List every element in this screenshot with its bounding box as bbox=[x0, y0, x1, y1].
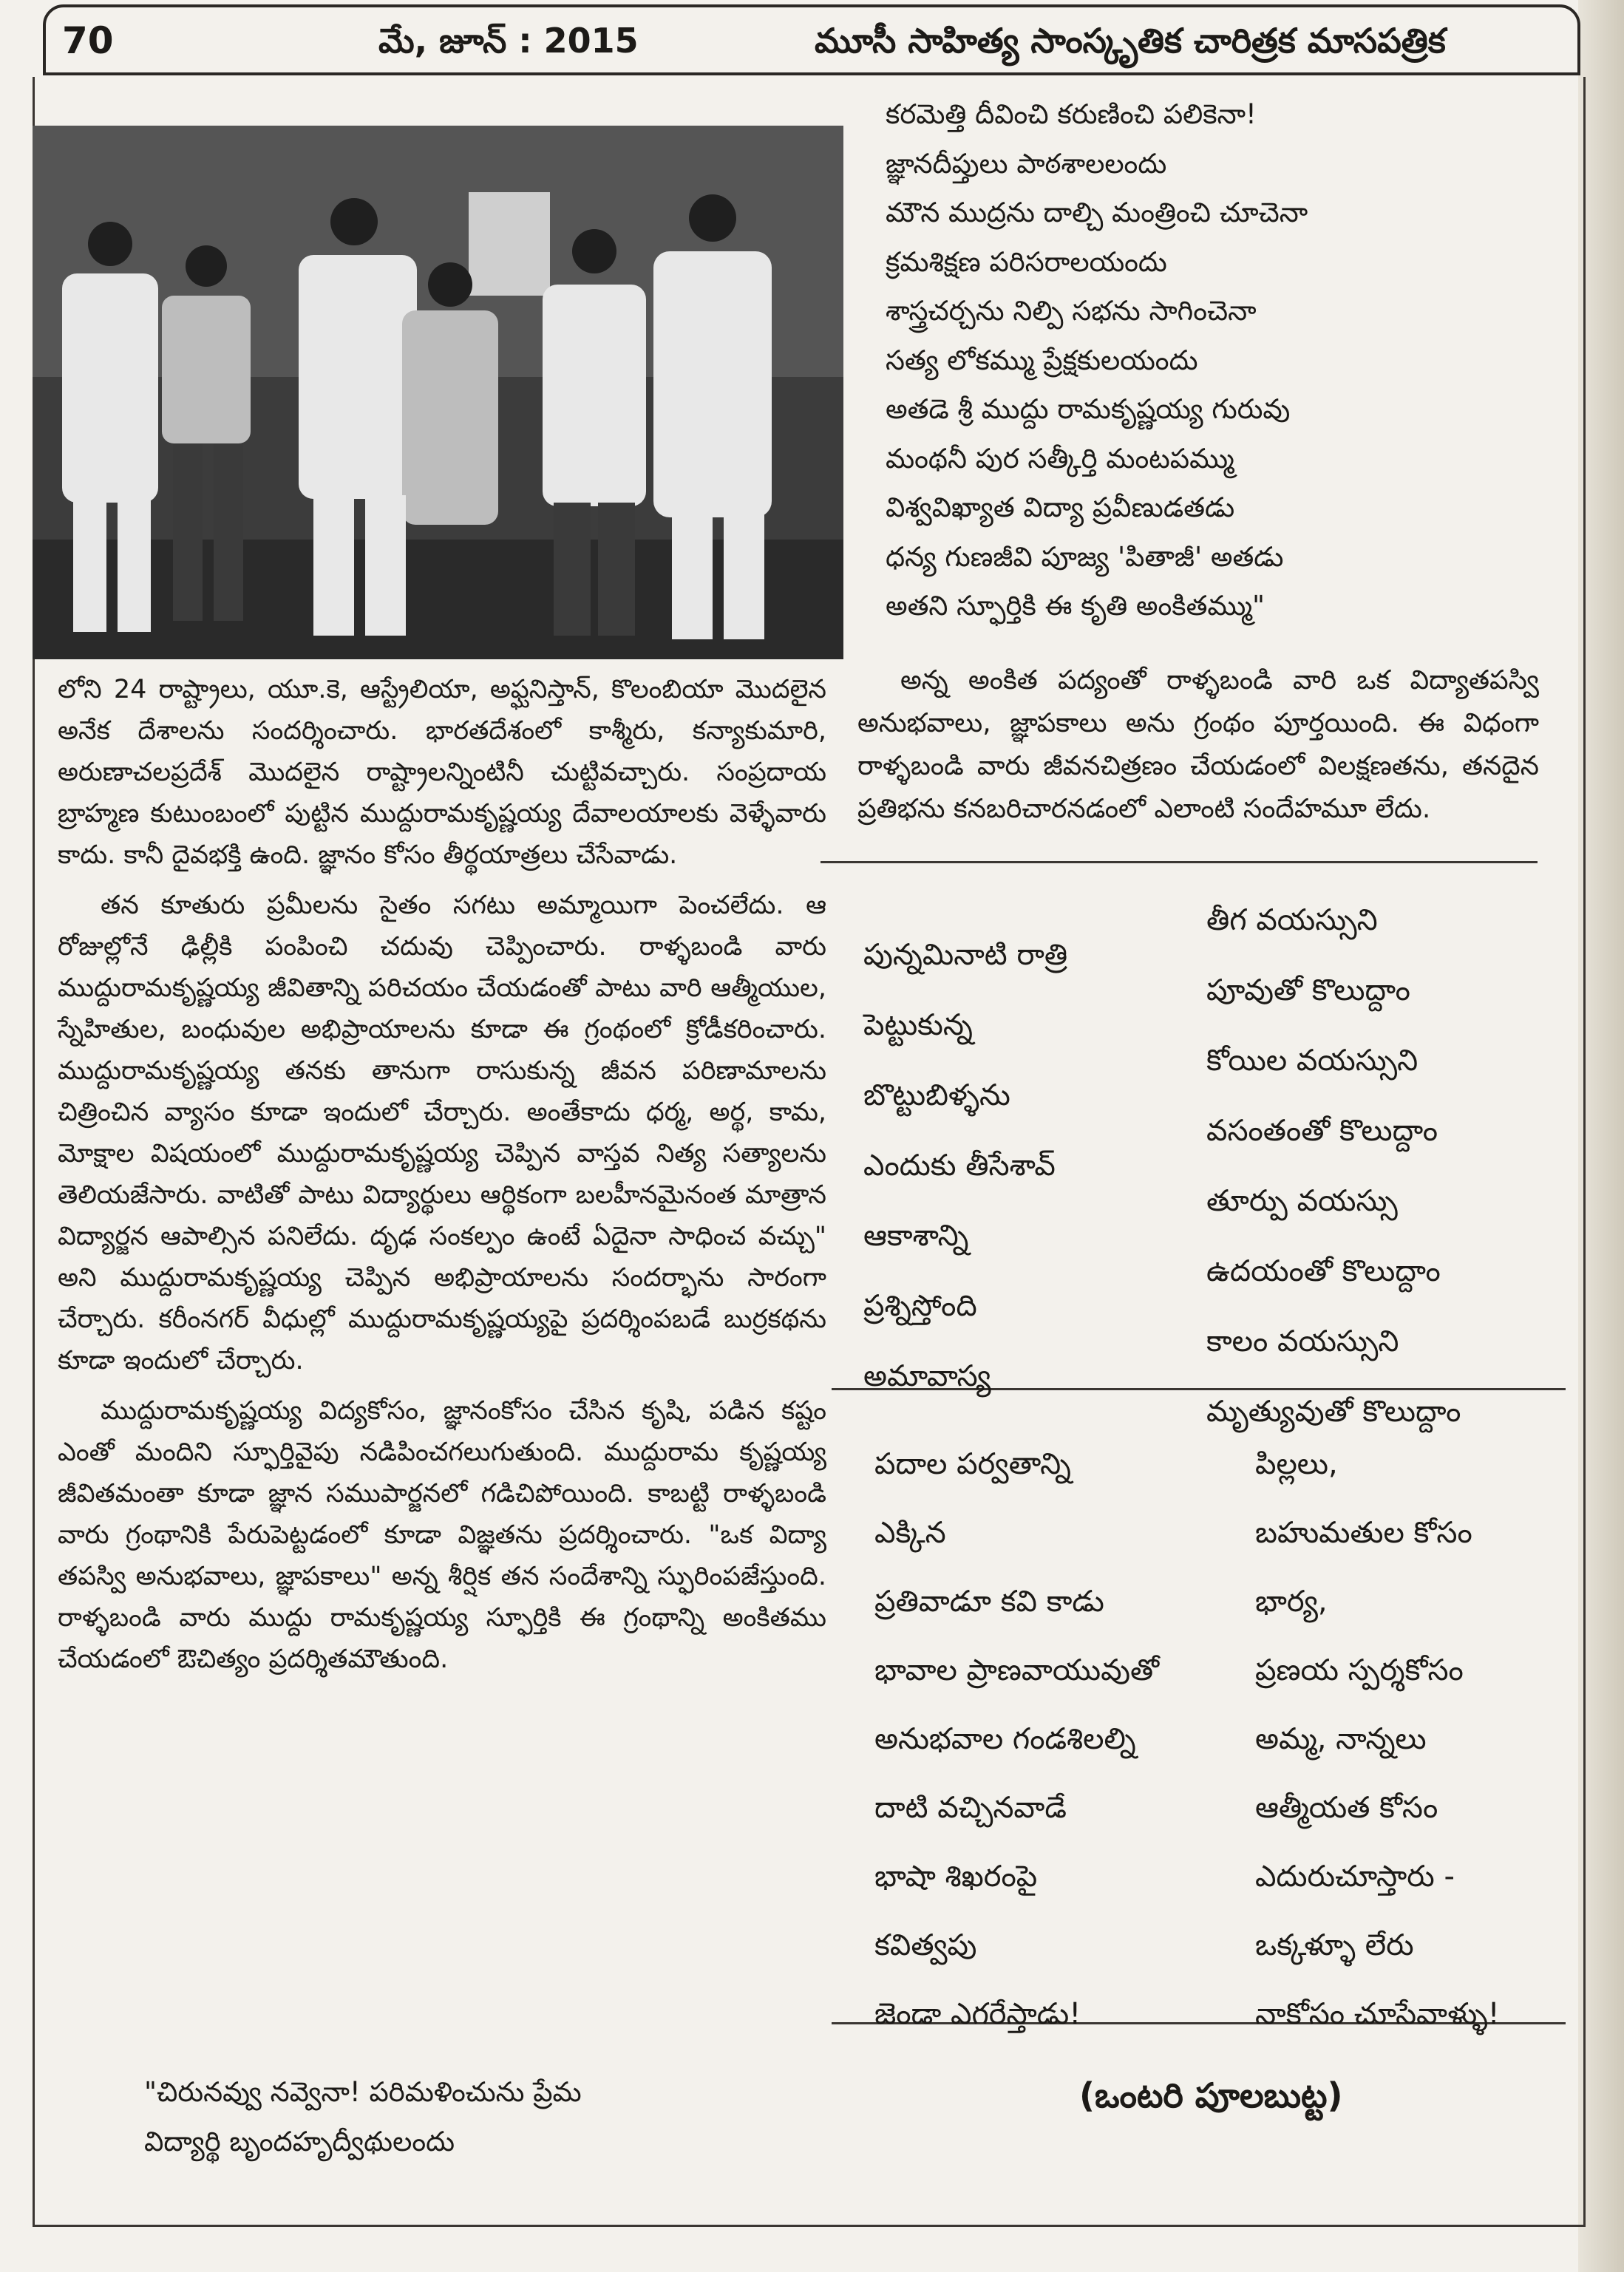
article-paragraph: తన కూతురు ప్రమీలను సైతం సగటు అమ్మాయిగా పెంచలేదు. ఆ రోజుల్లోనే ఢిల్లీకి పంపించి చదువు చెప్పించారు. రాళ్ళబండి వారు ముద్దురామకృష్ణయ్య జీవితాన్ని పరిచయం చేయడంతో పాటు వారి ఆత్మీయుల, స్నేహితుల, బంధువుల అభిప్రాయాలను కూడా ఈ గ్రంథంలో క్రోడీకరించారు. ముద్దురామకృష్ణయ్య తనకు తానుగా రాసుకున్న జీవన పరిణామాలను చిత్రించిన వ్యాసం కూడా ఇందులో చేర్చారు. అంతేకాదు ధర్మ, అర్థ, కామ, మోక్షాల విషయంలో ముద్దురామకృష్ణయ్య చెప్పిన వాస్తవ నిత్య సత్యాలను తెలియజేసారు. వాటితో పాటు విద్యార్థులు ఆర్థికంగా బలహీనమైనంత మాత్రాన విద్యార్జన ఆపాల్సిన పనిలేదు. దృఢ సంకల్పం ఉంటే ఏదైనా సాధించ వచ్చు" అని ముద్దురామకృష్ణయ్య చెప్పిన అభిప్రాయాలను సందర్భాను సారంగా చేర్చారు. కరీంనగర్ వీధుల్లో ముద్దురామకృష్ణయ్యపై ప్రదర్శింపబడే బుర్రకథను కూడా ఇందులో చేర్చారు. bbox=[58, 891, 826, 1375]
poem-line: ఒక్కళ్ళూ లేరు bbox=[1255, 1928, 1414, 1962]
event-photograph bbox=[33, 126, 843, 659]
poem-line: ఆత్మీయత కోసం bbox=[1255, 1791, 1438, 1825]
magazine-title: మూసీ సాహిత్య సాంస్కృతిక చారిత్రక మాసపత్రిక bbox=[815, 21, 1446, 61]
poem-line: అమావాస్య bbox=[863, 1359, 991, 1393]
poem-line: ఉదయంతో కొలుద్దాం bbox=[1206, 1254, 1441, 1288]
poem-one-right bbox=[1206, 885, 1461, 1447]
page-header bbox=[43, 4, 1580, 75]
poem-divider-top bbox=[821, 861, 1538, 863]
left-verse bbox=[144, 2068, 809, 2166]
dedication-verse-line: అతడె శ్రీ ముద్దు రామకృష్ణయ్య గురువు bbox=[886, 393, 1291, 425]
poem-line: అమ్మ, నాన్నలు bbox=[1255, 1722, 1427, 1756]
poem-line: తీగ వయస్సుని bbox=[1206, 903, 1378, 937]
issue-date: మే, జూన్ : 2015 bbox=[378, 21, 639, 61]
dedication-verse-line: విశ్వవిఖ్యాత విద్యా ప్రవీణుడతడు bbox=[886, 492, 1235, 523]
dedication-verse-line: అతని స్ఫూర్తికి ఈ కృతి అంకితమ్ము" bbox=[886, 590, 1265, 622]
poem-line: పదాల పర్వతాన్ని bbox=[874, 1447, 1071, 1481]
dedication-verse-line: మంథనీ పుర సత్కీర్తి మంటపమ్ము bbox=[886, 442, 1234, 475]
dedication-verse bbox=[886, 90, 1551, 631]
poem-line: అనుభవాల గండశిలల్ని bbox=[874, 1722, 1136, 1756]
article-paragraph: ముద్దురామకృష్ణయ్య విద్యకోసం, జ్ఞానంకోసం చేసిన కృషి, పడిన కష్టం ఎంతో మందిని స్ఫూర్తివైపు నడిపించగలుగుతుంది. ముద్దురామ కృష్ణయ్య జీవితమంతా కూడా జ్ఞాన సముపార్జనలో గడిచిపోయింది. కాబట్టి రాళ్ళబండి వారు గ్రంథానికి పేరుపెట్టడంలో కూడా విజ్ఞతను ప్రదర్శించారు. "ఒక విద్యా తపస్వి అనుభవాలు, జ్ఞాపకాలు" అన్న శీర్షిక తన సందేశాన్ని స్ఫురింపజేస్తుంది. రాళ్ళబండి వారు ముద్దు రామకృష్ణయ్య స్ఫూర్తికి ఈ గ్రంథాన్ని అంకితము చేయడంలో ఔచిత్యం ప్రదర్శితమౌతుంది. bbox=[58, 1396, 826, 1674]
poem-line: పిల్లలు, bbox=[1255, 1447, 1338, 1481]
poem-line: ప్రణయ స్పర్శకోసం bbox=[1255, 1653, 1464, 1687]
poem-line: పెట్టుకున్న bbox=[863, 1008, 973, 1042]
poem-line: వసంతంతో కొలుద్దాం bbox=[1206, 1114, 1438, 1148]
frame-rule-right bbox=[1583, 77, 1586, 2226]
poem-line: ఎక్కిన bbox=[874, 1516, 946, 1550]
poem-signature: (ఒంటరి పూలబుట్ట) bbox=[1079, 2075, 1343, 2115]
right-prose bbox=[857, 659, 1539, 831]
poem-line: ఆకాశాన్ని bbox=[863, 1219, 969, 1253]
dedication-verse-line: క్రమశిక్షణ పరిసరాలయందు bbox=[886, 245, 1167, 278]
poem-two-right bbox=[1255, 1430, 1500, 2049]
poem-line: పూవుతో కొలుద్దాం bbox=[1206, 973, 1410, 1007]
poem-line: కోయిల వయస్సుని bbox=[1206, 1044, 1419, 1078]
poem-line: తూర్పు వయస్సు bbox=[1206, 1184, 1398, 1218]
dedication-verse-line: సత్య లోకమ్ము ప్రేక్షకులయందు bbox=[886, 344, 1198, 376]
dedication-verse-line: మౌన ముద్రను దాల్చి మంత్రించి చూచెనా bbox=[886, 197, 1308, 228]
poem-line: బహుమతుల కోసం bbox=[1255, 1516, 1472, 1550]
poem-line: ఎందుకు తీసేశావ్ bbox=[863, 1149, 1056, 1183]
poem-one-left bbox=[863, 920, 1067, 1412]
poem-two-left bbox=[874, 1430, 1159, 2049]
right-prose-paragraph: అన్న అంకిత పద్యంతో రాళ్ళబండి వారి ఒక విద్యాతపస్వి అనుభవాలు, జ్ఞాపకాలు అను గ్రంథం పూర్తయింది. ఈ విధంగా రాళ్ళబండి వారు జీవనచిత్రణం చేయడంలో విలక్షణతను, తనదైన ప్రతిభను కనబరిచారనడంలో ఎలాంటి సందేహమూ లేదు. bbox=[857, 665, 1539, 824]
dedication-verse-line: జ్ఞానదీప్తులు పాఠశాలలందు bbox=[886, 147, 1167, 180]
dedication-verse-line: కరమెత్తి దీవించి కరుణించి పలికెనా! bbox=[886, 98, 1257, 130]
dedication-verse-line: శాస్త్రచర్చను నిల్పి సభను సాగించెనా bbox=[886, 295, 1257, 327]
left-verse-line: విద్యార్థి బృందహృద్వీథులందు bbox=[144, 2125, 455, 2157]
poem-line: భావాల ప్రాణవాయువుతో bbox=[874, 1653, 1160, 1687]
poem-line: నాకోసం చూసేవాళ్ళు! bbox=[1255, 1997, 1500, 2031]
poem-line: పున్నమినాటి రాత్రి bbox=[863, 938, 1068, 972]
poem-line: భాషా శిఖరంపై bbox=[874, 1860, 1038, 1894]
poem-line: ప్రశ్నిస్తోంది bbox=[863, 1289, 977, 1323]
article-paragraph: లోని 24 రాష్ట్రాలు, యూ.కె, ఆస్ట్రేలియా, అఫ్ఘనిస్తాన్, కొలంబియా మొదలైన అనేక దేశాలను సందర్శించారు. భారతదేశంలో కాశ్మీరు, కన్యాకుమారి, అరుణాచలప్రదేశ్ మొదలైన రాష్ట్రాలన్నింటినీ చుట్టివచ్చారు. సంప్రదాయ బ్రాహ్మణ కుటుంబంలో పుట్టిన ముద్దురామకృష్ణయ్య దేవాలయాలకు వెళ్ళేవారు కాదు. కానీ దైవభక్తి ఉంది. జ్ఞానం కోసం తీర్థయాత్రలు చేసేవాడు. bbox=[58, 675, 826, 870]
poem-line: కవిత్వపు bbox=[874, 1928, 977, 1962]
frame-rule-bottom bbox=[33, 2225, 1586, 2227]
poem-line: బొట్టుబిళ్ళను bbox=[863, 1078, 1010, 1112]
page-number: 70 bbox=[62, 19, 114, 62]
poem-line: దాటి వచ్చినవాడే bbox=[874, 1791, 1067, 1825]
poem-line: జెండా ఎగరేస్తాడు! bbox=[874, 1997, 1081, 2031]
poem-line: ఎదురుచూస్తారు - bbox=[1255, 1860, 1455, 1894]
dedication-verse-line: ధన్య గుణజీవి పూజ్య 'పితాజీ' అతడు bbox=[886, 540, 1284, 573]
poem-line: మృత్యువుతో కొలుద్దాం bbox=[1206, 1395, 1461, 1429]
poem-line: భార్య, bbox=[1255, 1585, 1328, 1619]
left-article-text bbox=[58, 669, 826, 1689]
poem-line: కాలం వయస్సుని bbox=[1206, 1324, 1399, 1358]
poem-line: ప్రతివాడూ కవి కాడు bbox=[874, 1585, 1104, 1619]
left-verse-line: "చిరునవ్వు నవ్వెనా! పరిమళించును ప్రేమ bbox=[144, 2076, 582, 2108]
